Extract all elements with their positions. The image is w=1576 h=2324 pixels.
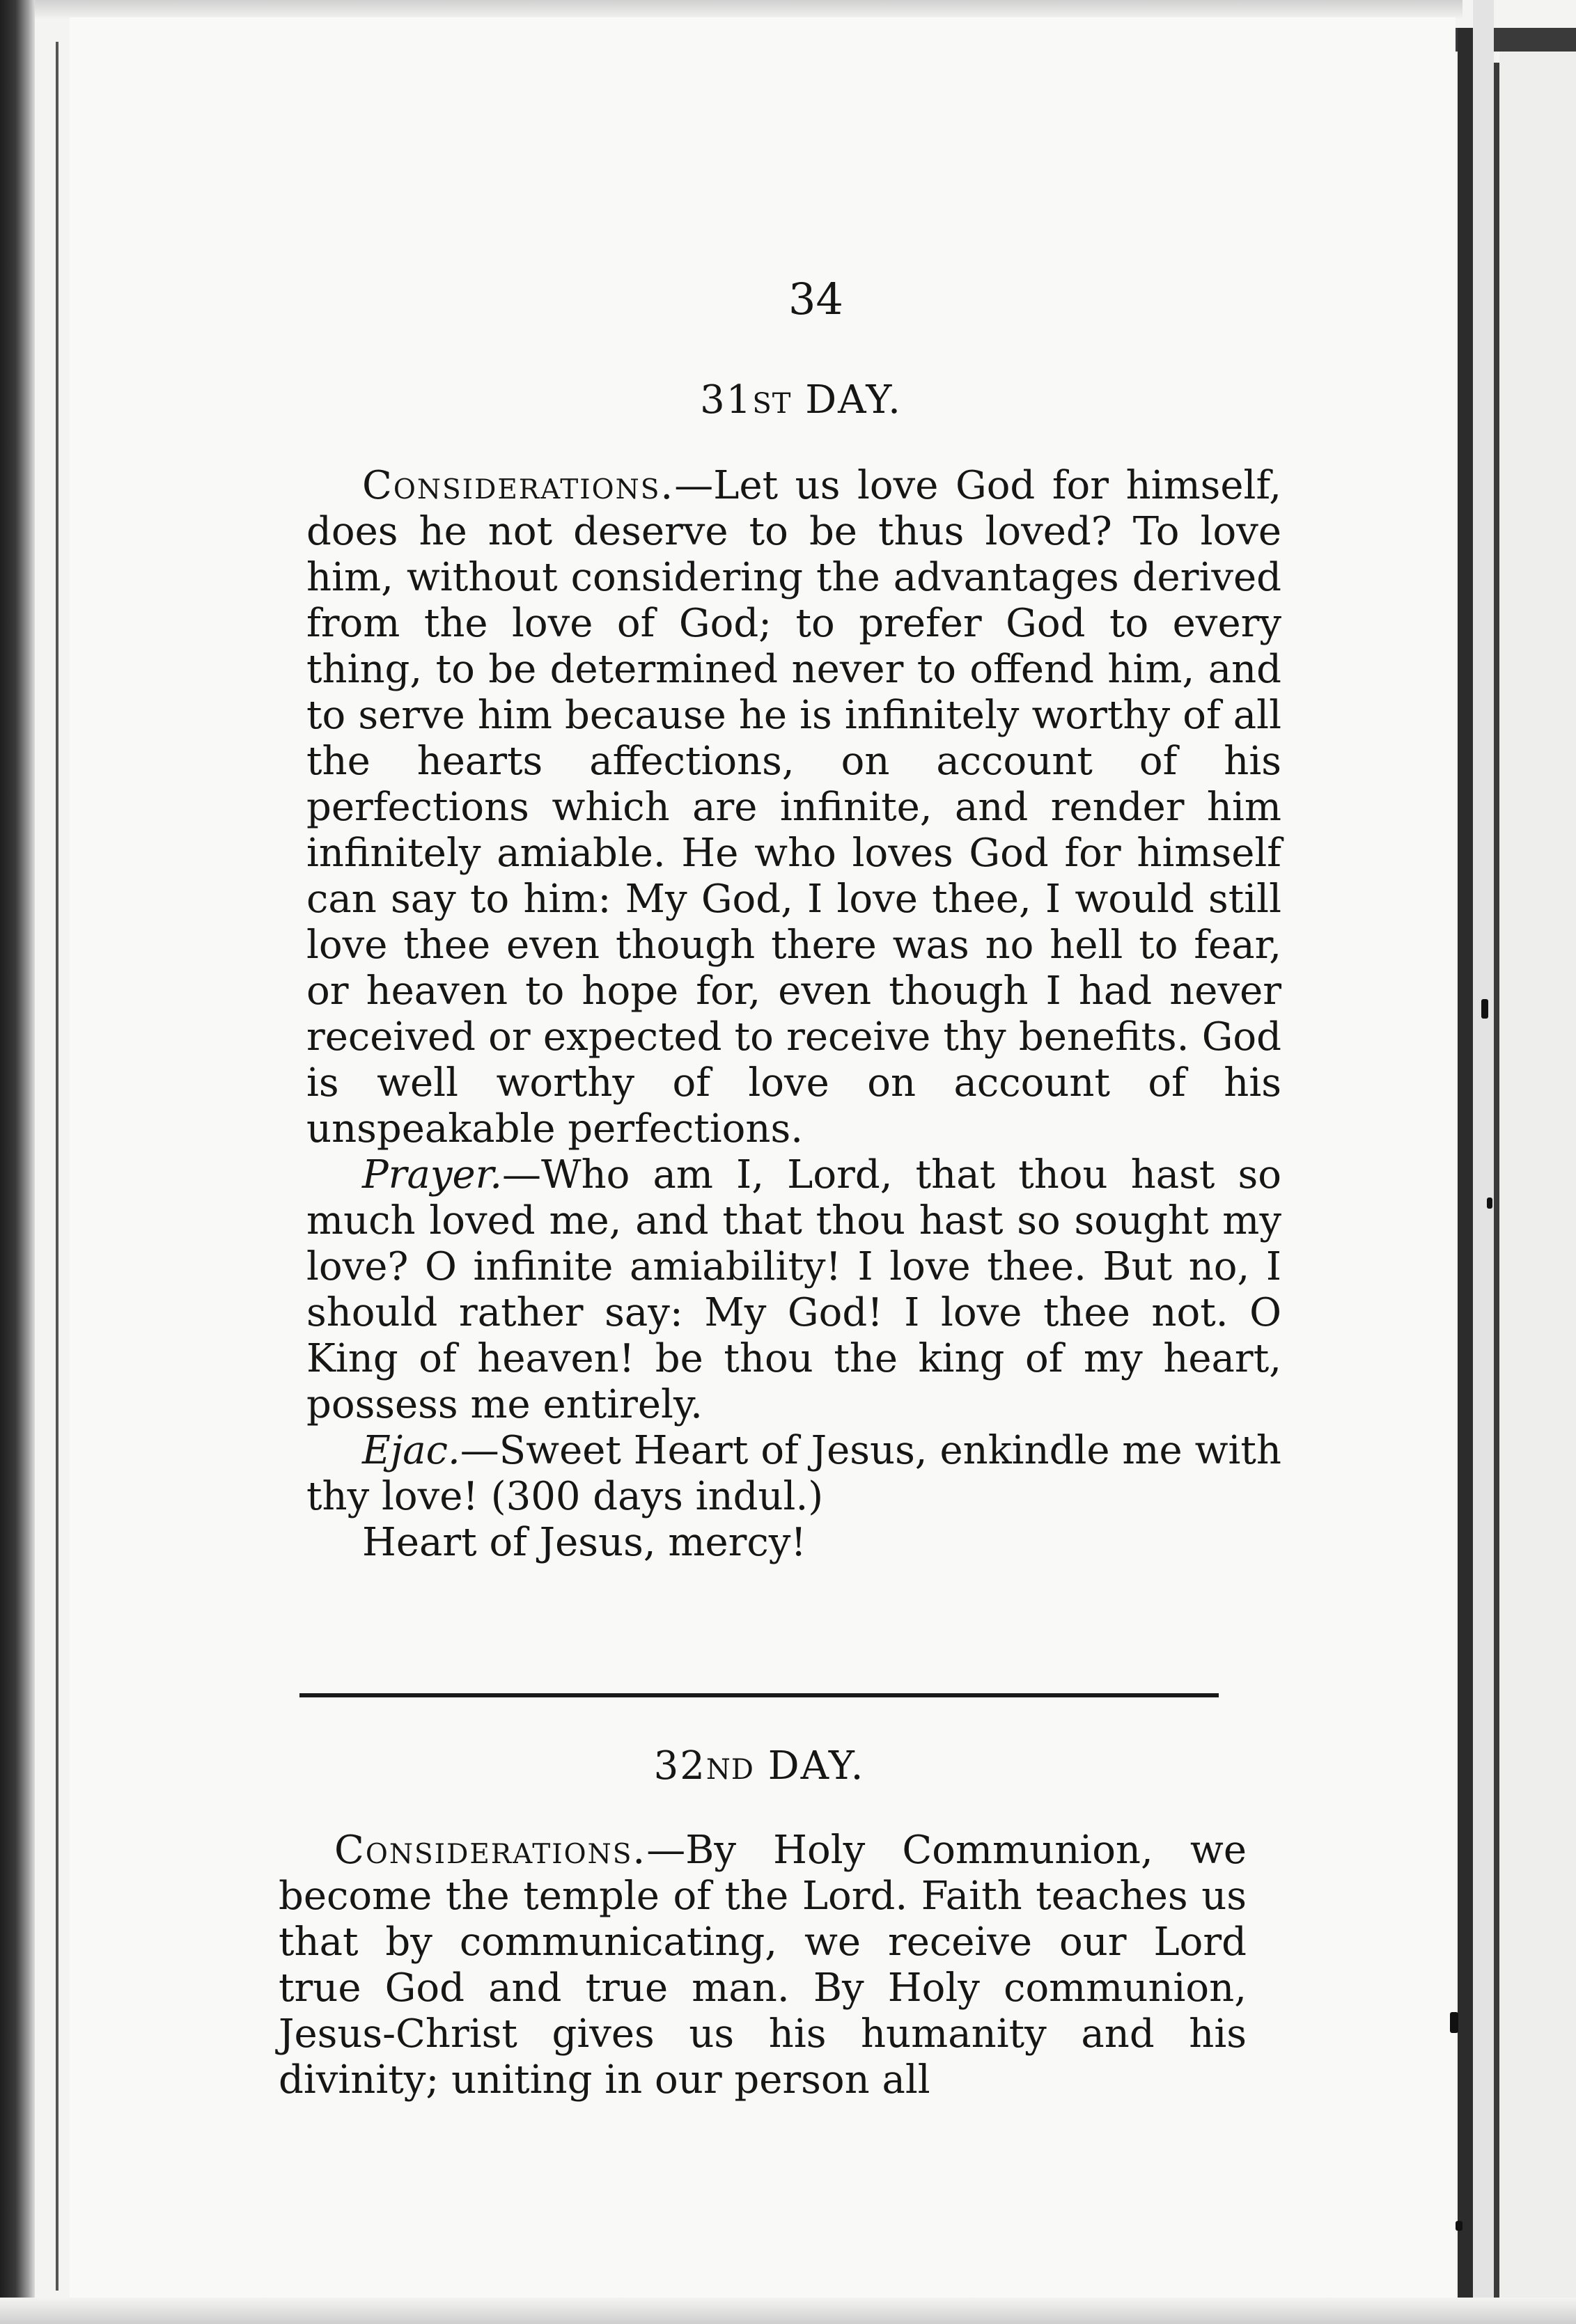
day-32-word: DAY. bbox=[767, 1743, 865, 1789]
considerations-label: Considerations. bbox=[362, 463, 675, 508]
day-31-word: DAY. bbox=[805, 377, 902, 423]
prayer-text: —Who am I, Lord, that thou hast so much loved me, and that thou hast so sought my love? O infinite amiability! I love thee. But no, I should rather say: My God! I love thee not. O King of heaven! be thou the king of my heart, possess me entirely. bbox=[306, 1152, 1281, 1427]
day-31-closing: Heart of Jesus, mercy! bbox=[362, 1520, 806, 1565]
day-31-ejaculation bbox=[306, 1428, 1281, 1520]
page-gutter bbox=[1473, 0, 1494, 2324]
page-number: 34 bbox=[788, 274, 843, 324]
prayer-label: Prayer. bbox=[362, 1152, 503, 1198]
ejac-text: —Sweet Heart of Jesus, enkindle me with thy love! (300 days indul.) bbox=[306, 1428, 1281, 1519]
page-right-edge bbox=[1458, 28, 1473, 2324]
ink-speck bbox=[1450, 2012, 1458, 2033]
ink-speck bbox=[1481, 999, 1488, 1019]
ejac-label: Ejac. bbox=[362, 1428, 460, 1473]
day-31-body bbox=[306, 463, 1281, 1566]
next-page-strip bbox=[1499, 52, 1576, 2324]
day-31-number: 31 bbox=[700, 377, 753, 423]
day-32-suffix: ND bbox=[705, 1754, 754, 1786]
day-32-considerations bbox=[279, 1828, 1247, 2103]
day-31-prayer bbox=[306, 1152, 1281, 1428]
considerations-text: —Let us love God for himself, does he not deserve to be thus loved? To love him, without considering the advantages derived from the love of God; to prefer God to every thing, to be determined never to offend him, and to serve him because he is infinitely worthy of all the hearts affections, on account of his perfections which are infinite, and render him infinitely amiable. He who loves God for himself can say to him: My God, I love thee, I would still love thee even though there was no hell to fear, or heaven to hope for, even though I had never received or expected to receive thy benefits. God is well worthy of love on account of his unspeakable perfections. bbox=[306, 463, 1281, 1152]
day-32-number: 32 bbox=[653, 1743, 706, 1789]
page-left-edge-line bbox=[56, 42, 58, 2291]
page-top-shadow bbox=[35, 0, 1462, 19]
day-31-suffix: ST bbox=[752, 388, 792, 420]
day-31-heading bbox=[662, 378, 940, 426]
ink-speck bbox=[1487, 1198, 1492, 1209]
next-page-edge-line bbox=[1494, 63, 1499, 2324]
ink-speck bbox=[1456, 2221, 1462, 2231]
considerations-text: —By Holy Communion, we become the temple of the Lord. Faith teaches us that by communicating, we receive our Lord true God and true man. By Holy communion, Jesus-Christ gives us his humanity and his divinity; uniting in our person all bbox=[279, 1828, 1247, 2103]
day-32-heading bbox=[613, 1744, 905, 1792]
section-divider bbox=[299, 1693, 1219, 1697]
day-32-body bbox=[279, 1828, 1247, 2103]
considerations-label: Considerations. bbox=[334, 1828, 647, 1873]
day-31-considerations bbox=[306, 463, 1281, 1152]
page-bottom-shadow bbox=[0, 2298, 1576, 2324]
book-spine-shadow bbox=[0, 0, 35, 2324]
